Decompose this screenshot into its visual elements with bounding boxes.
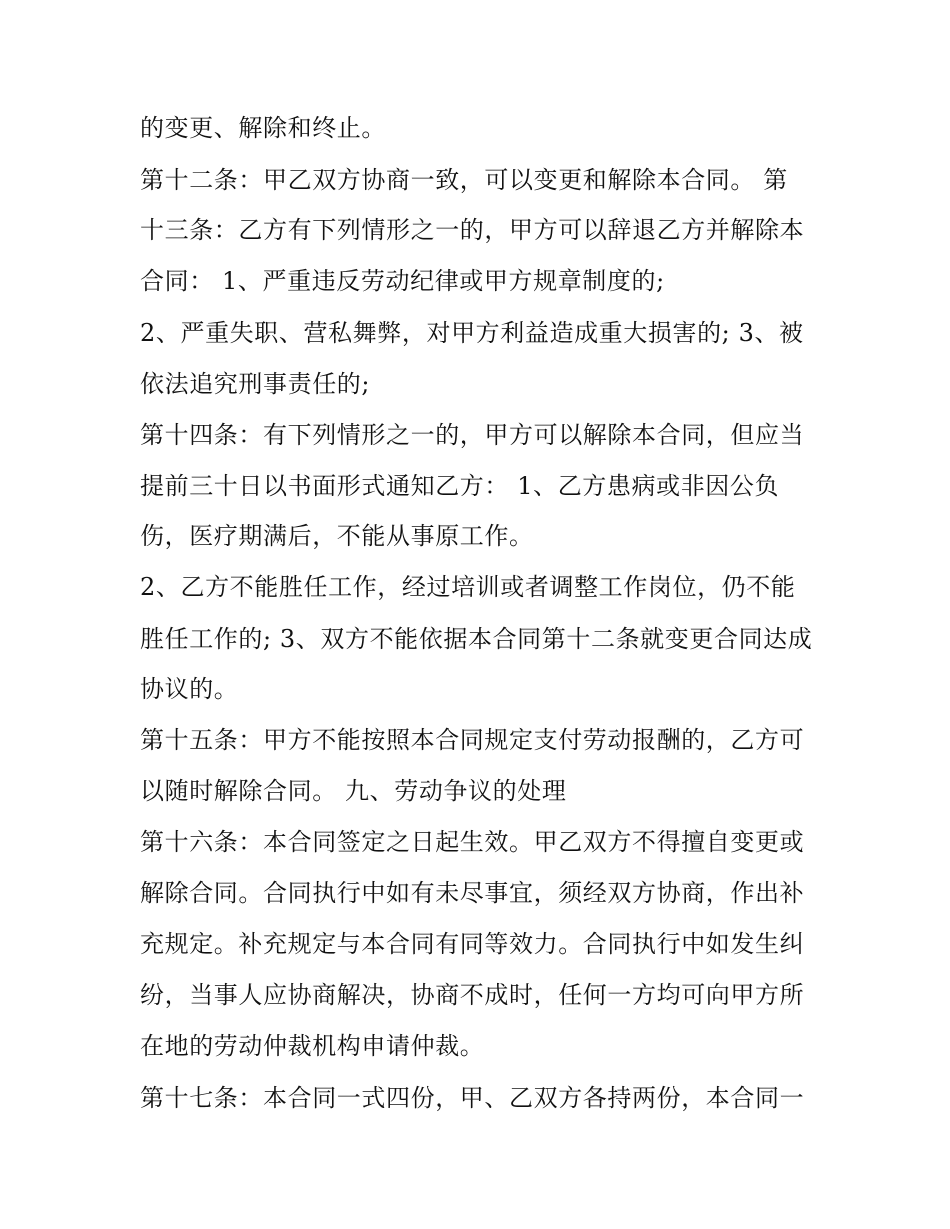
text-line-17: 充规定。补充规定与本合同有同等效力。合同执行中如发生纠 [140, 930, 805, 958]
text-line-11: 胜任工作的; 3、双方不能依据本合同第十二条就变更合同达成 [140, 625, 813, 653]
text-line-15: 第十六条：本合同签定之日起生效。甲乙双方不得擅自变更或 [140, 828, 805, 856]
text-line-13: 第十五条：甲方不能按照本合同规定支付劳动报酬的，乙方可 [140, 726, 805, 754]
text-line-10: 2、乙方不能胜任工作，经过培训或者调整工作岗位，仍不能 [140, 573, 796, 601]
text-line-14: 以随时解除合同。 九、劳动争议的处理 [140, 777, 567, 805]
text-line-4: 合同： 1、严重违反劳动纪律或甲方规章制度的; [140, 267, 665, 295]
text-line-2: 第十二条：甲乙双方协商一致，可以变更和解除本合同。 第 [140, 166, 788, 194]
text-line-18: 纷，当事人应协商解决，协商不成时，任何一方均可向甲方所 [140, 981, 805, 1009]
text-line-6: 依法追究刑事责任的; [140, 370, 371, 398]
text-line-3: 十三条：乙方有下列情形之一的，甲方可以辞退乙方并解除本 [140, 216, 805, 244]
text-line-20: 第十七条：本合同一式四份，甲、乙双方各持两份，本合同一 [140, 1084, 805, 1112]
text-line-7: 第十四条：有下列情形之一的，甲方可以解除本合同，但应当 [140, 421, 805, 449]
text-line-5: 2、严重失职、营私舞弊，对甲方利益造成重大损害的; 3、被 [140, 319, 804, 347]
text-line-19: 在地的劳动仲裁机构申请仲裁。 [140, 1032, 485, 1060]
text-line-8: 提前三十日以书面形式通知乙方： 1、乙方患病或非因公负 [140, 472, 780, 500]
text-line-12: 协议的。 [140, 675, 239, 703]
text-line-9: 伤，医疗期满后，不能从事原工作。 [140, 522, 534, 550]
text-line-16: 解除合同。合同执行中如有未尽事宜，须经双方协商，作出补 [140, 879, 805, 907]
text-line-1: 的变更、解除和终止。 [140, 114, 386, 142]
